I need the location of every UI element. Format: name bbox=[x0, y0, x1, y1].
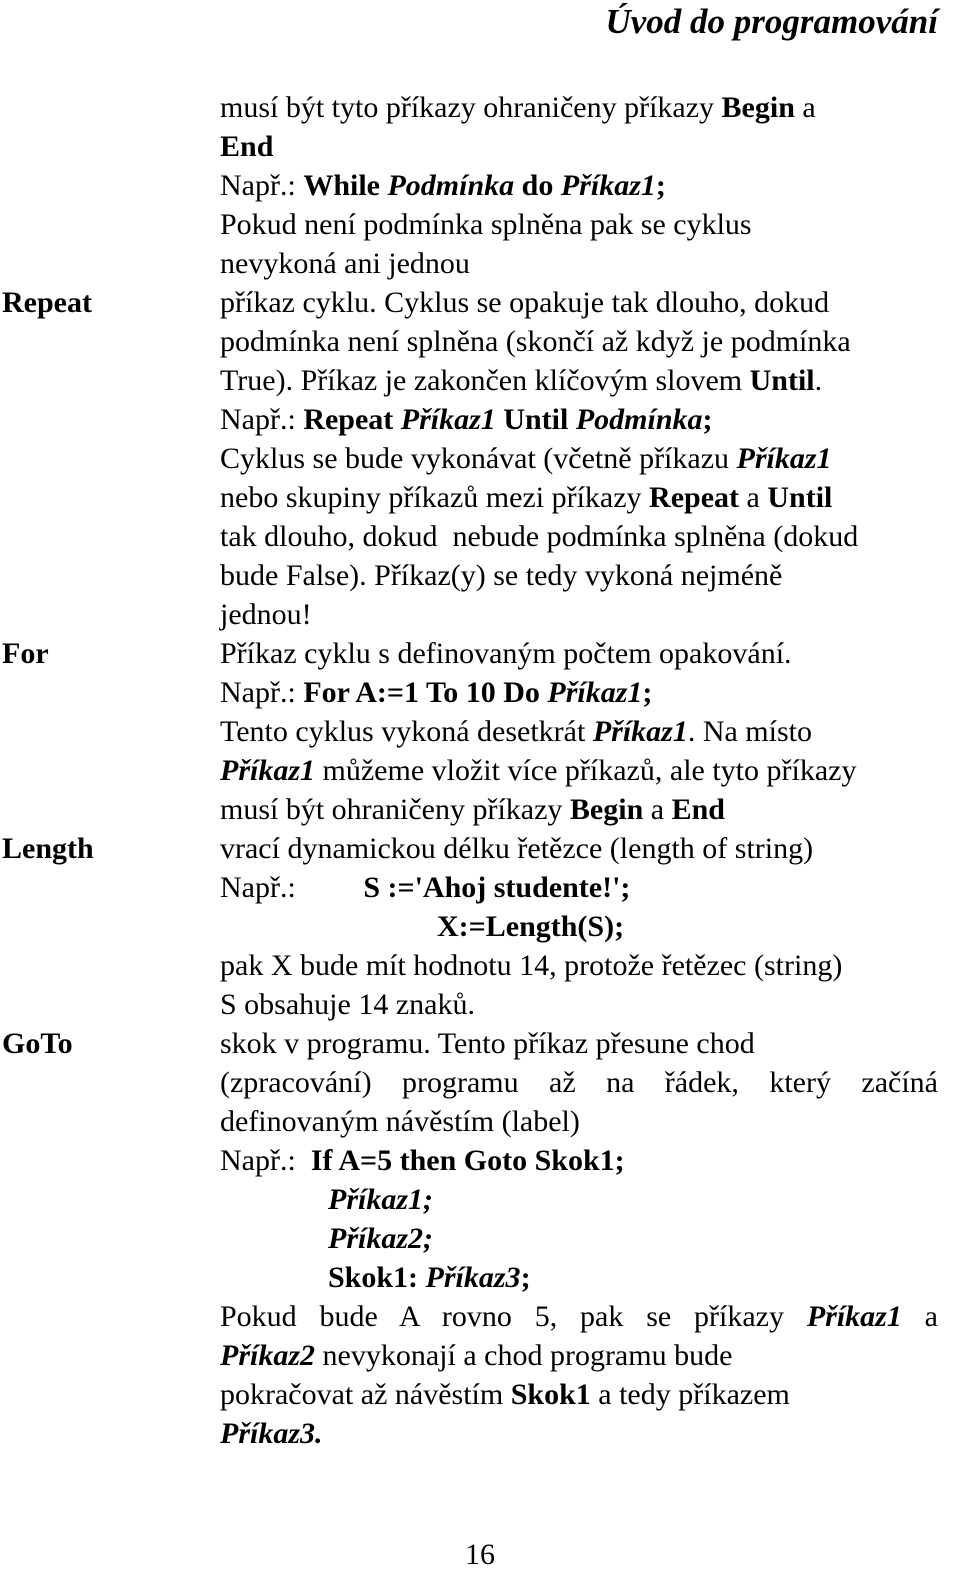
text-segment: příkaz cyklu. Cyklus se opakuje tak dlouho, dokud bbox=[220, 286, 830, 319]
text-segment: a bbox=[643, 793, 672, 826]
text-segment: X:=Length(S); bbox=[437, 910, 625, 943]
text-segment: Např.: bbox=[220, 676, 304, 709]
text-segment: Příkaz1 bbox=[560, 169, 656, 202]
text-segment: pokračovat až návěstím bbox=[220, 1378, 511, 1411]
text-segment: Příkaz1; bbox=[328, 1183, 433, 1216]
text-segment: For A:=1 To 10 Do bbox=[303, 676, 548, 709]
text-segment: musí být tyto příkazy ohraničeny příkazy bbox=[220, 91, 722, 124]
text-segment: Příkaz1 bbox=[400, 403, 496, 436]
text-segment: While bbox=[303, 169, 388, 202]
page-number: 16 bbox=[465, 1538, 495, 1571]
text-segment: . bbox=[814, 364, 823, 397]
text-segment: a bbox=[901, 1300, 938, 1333]
text-segment: tak dlouho, dokud nebude podmínka splněna (dokud bbox=[220, 520, 859, 553]
text-segment: Until bbox=[767, 481, 833, 514]
text-segment: a bbox=[794, 91, 816, 124]
text-segment: nevykoná ani jednou bbox=[220, 247, 470, 280]
term-for: For bbox=[2, 637, 49, 670]
text-segment: Repeat bbox=[649, 481, 740, 514]
text-segment: True). Příkaz je zakončen klíčovým slovem bbox=[220, 364, 750, 397]
text-segment: jednou! bbox=[220, 598, 312, 631]
text-segment: Příkaz2 bbox=[220, 1339, 316, 1372]
text-segment: Begin bbox=[569, 793, 644, 826]
text-line bbox=[220, 946, 842, 985]
text-segment: Příkaz1 bbox=[547, 676, 643, 709]
text-segment: Tento cyklus vykoná desetkrát bbox=[220, 715, 593, 748]
text-line bbox=[220, 751, 856, 790]
text-segment: pak X bude mít hodnotu 14, protože řetězec (string) bbox=[220, 949, 843, 982]
text-segment: (zpracování) programu až na řádek, který začíná bbox=[220, 1066, 938, 1099]
running-header: Úvod do programování bbox=[605, 2, 938, 41]
text-segment: ; bbox=[655, 169, 666, 202]
text-line bbox=[220, 1414, 323, 1453]
text-segment: End bbox=[220, 130, 274, 163]
text-segment: . Na místo bbox=[687, 715, 812, 748]
text-segment: ; bbox=[520, 1261, 531, 1294]
text-segment: skok v programu. Tento příkaz přesune chod bbox=[220, 1027, 755, 1060]
text-segment: musí být ohraničeny příkazy bbox=[220, 793, 570, 826]
text-segment: Příkaz1 bbox=[592, 715, 688, 748]
text-segment: vrací dynamickou délku řetězce (length of string) bbox=[220, 832, 814, 865]
text-segment: a bbox=[739, 481, 768, 514]
text-line bbox=[220, 517, 858, 556]
text-segment: Begin bbox=[721, 91, 795, 124]
text-line bbox=[220, 478, 832, 517]
text-line bbox=[220, 1375, 790, 1414]
text-segment: Např.: bbox=[220, 403, 304, 436]
text-segment: Skok1: bbox=[328, 1261, 426, 1294]
text-segment: S :='Ahoj studente!'; bbox=[363, 871, 631, 904]
text-line bbox=[220, 127, 273, 166]
text-segment: End bbox=[671, 793, 725, 826]
text-segment: podmínka není splněna (skončí až když je podmínka bbox=[220, 325, 851, 358]
text-segment: Skok1 bbox=[510, 1378, 591, 1411]
text-line bbox=[220, 283, 829, 322]
text-segment: Cyklus se bude vykonávat (včetně příkazu bbox=[220, 442, 737, 475]
text-segment: Příkaz1 bbox=[736, 442, 832, 475]
text-segment: Např.: bbox=[220, 871, 364, 904]
text-line bbox=[220, 868, 630, 907]
text-segment: Příkaz1 bbox=[806, 1300, 902, 1333]
text-line bbox=[220, 1063, 938, 1102]
text-line bbox=[220, 400, 713, 439]
text-line bbox=[220, 166, 666, 205]
text-segment: Příkaz2; bbox=[328, 1222, 433, 1255]
text-segment: ; bbox=[702, 403, 713, 436]
text-segment: S obsahuje 14 znaků. bbox=[220, 988, 475, 1021]
term-goto: GoTo bbox=[2, 1027, 73, 1060]
text-line bbox=[220, 1336, 732, 1375]
text-segment: Příkaz3 bbox=[425, 1261, 521, 1294]
text-segment: Pokud bude A rovno 5, pak se příkazy bbox=[220, 1300, 807, 1333]
term-length: Length bbox=[2, 832, 94, 865]
text-line bbox=[220, 1297, 938, 1336]
text-line bbox=[220, 790, 725, 829]
text-segment: Repeat bbox=[303, 403, 401, 436]
text-line bbox=[220, 595, 312, 634]
text-segment: ; bbox=[642, 676, 653, 709]
text-segment: Např.: bbox=[220, 1144, 311, 1177]
text-line bbox=[220, 88, 816, 127]
text-line bbox=[220, 205, 752, 244]
text-line bbox=[328, 1180, 433, 1219]
text-segment: Příkaz3. bbox=[220, 1417, 323, 1450]
text-segment: Pokud není podmínka splněna pak se cyklus bbox=[220, 208, 752, 241]
text-line bbox=[220, 244, 470, 283]
text-line bbox=[220, 1102, 580, 1141]
text-line bbox=[220, 1024, 755, 1063]
term-repeat: Repeat bbox=[2, 286, 92, 319]
text-segment: definovaným návěstím (label) bbox=[220, 1105, 580, 1138]
text-line bbox=[220, 712, 812, 751]
text-segment: do bbox=[514, 169, 561, 202]
text-segment: můžeme vložit více příkazů, ale tyto příkazy bbox=[315, 754, 857, 787]
text-line bbox=[220, 829, 813, 868]
text-line bbox=[220, 985, 475, 1024]
text-segment: If A=5 then Goto Skok1; bbox=[310, 1144, 625, 1177]
text-line bbox=[220, 556, 782, 595]
text-segment: Podmínka bbox=[575, 403, 703, 436]
text-segment: bude False). Příkaz(y) se tedy vykoná nejméně bbox=[220, 559, 783, 592]
text-line bbox=[328, 1258, 531, 1297]
text-segment: a tedy příkazem bbox=[590, 1378, 790, 1411]
text-line bbox=[220, 634, 792, 673]
text-line bbox=[220, 322, 851, 361]
text-segment: Podmínka bbox=[387, 169, 515, 202]
text-segment: Until bbox=[749, 364, 815, 397]
text-segment: Např.: bbox=[220, 169, 304, 202]
text-line bbox=[437, 907, 624, 946]
text-line bbox=[220, 361, 822, 400]
text-segment: Until bbox=[495, 403, 576, 436]
text-segment: Příkaz1 bbox=[220, 754, 316, 787]
text-segment: nebo skupiny příkazů mezi příkazy bbox=[220, 481, 650, 514]
text-line bbox=[220, 673, 652, 712]
text-line bbox=[220, 439, 832, 478]
text-line bbox=[220, 1141, 625, 1180]
text-line bbox=[328, 1219, 433, 1258]
text-segment: Příkaz cyklu s definovaným počtem opakování. bbox=[220, 637, 792, 670]
text-segment: nevykonají a chod programu bude bbox=[315, 1339, 733, 1372]
